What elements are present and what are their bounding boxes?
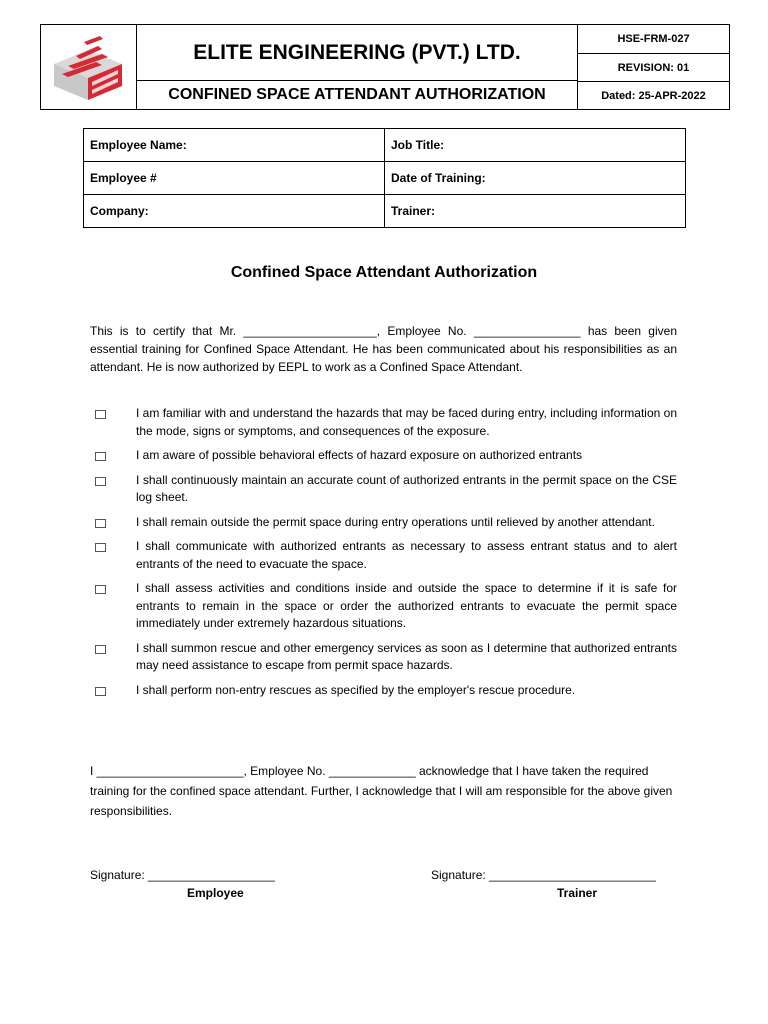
date-of-training-field[interactable]: Date of Training: — [385, 162, 686, 195]
checklist-item — [95, 472, 677, 507]
trainer-role-label: Trainer — [557, 886, 598, 900]
responsibility-checklist — [95, 405, 677, 706]
employee-number-field[interactable]: Employee # — [84, 162, 385, 195]
checkbox-icon[interactable] — [95, 519, 106, 528]
checkbox-icon[interactable] — [95, 687, 106, 696]
checklist-item-text: I shall assess activities and conditions inside and outside the space to determine if it is safe for entrants to remain in the space or order the authorized entrants to evacuate the permit space immediately under extremely hazardous situations. — [136, 581, 677, 630]
form-title: CONFINED SPACE ATTENDANT AUTHORIZATION — [168, 86, 546, 103]
trainer-signature-line[interactable]: Signature: _________________________ — [431, 868, 656, 882]
checklist-item-text: I shall remain outside the permit space during entry operations until relieved by another attendant. — [136, 514, 655, 529]
acknowledgement-paragraph: I ______________________, Employee No. _____________ acknowledge that I have taken the required training for the confined space attendant. Further, I acknowledge that I will am responsible for the above given responsibilities. — [90, 764, 673, 818]
employee-role-label: Employee — [187, 886, 244, 900]
checklist-item — [95, 640, 677, 675]
checkbox-icon[interactable] — [95, 645, 106, 654]
dated: Dated: 25-APR-2022 — [578, 81, 729, 109]
checkbox-icon[interactable] — [95, 410, 106, 419]
checklist-item-text: I am aware of possible behavioral effects of hazard exposure on authorized entrants — [136, 448, 583, 462]
employee-signature-line[interactable]: Signature: ___________________ — [90, 868, 275, 882]
checkbox-icon[interactable] — [95, 543, 106, 552]
company-field[interactable]: Company: — [84, 195, 385, 228]
employee-info-table — [83, 128, 686, 228]
employee-name-field[interactable]: Employee Name: — [84, 129, 385, 162]
employee-signature — [90, 868, 275, 900]
revision: REVISION: 01 — [578, 53, 729, 81]
form-header — [40, 24, 730, 110]
checklist-item-text: I shall summon rescue and other emergency services as soon as I determine that authorized entrants may need assistance to escape from permit space hazards. — [136, 640, 677, 672]
checklist-item — [95, 538, 677, 573]
trainer-field[interactable]: Trainer: — [385, 195, 686, 228]
checklist-item — [95, 514, 677, 532]
form-code: HSE-FRM-027 — [617, 33, 690, 45]
checklist-item-text: I shall communicate with authorized entrants as necessary to assess entrant status and to alert entrants of the need to evacuate the space. — [136, 539, 677, 571]
checklist-item — [95, 405, 677, 440]
title-block — [137, 25, 577, 109]
checklist-item-text: I shall perform non-entry rescues as specified by the employer's rescue procedure. — [136, 682, 576, 697]
checkbox-icon[interactable] — [95, 452, 106, 461]
certification-paragraph: This is to certify that Mr. ____________________, Employee No. ________________ has been given essential training for Confined Space Attendant. He has been communicated about his responsibilities as an attendant. He is now authorized by EEPL to work as a Confined Space Attendant. — [90, 324, 677, 374]
checklist-item-text: I shall continuously maintain an accurate count of authorized entrants in the permit space on the CSE log sheet. — [136, 472, 677, 504]
checkbox-icon[interactable] — [95, 477, 106, 486]
checkbox-icon[interactable] — [95, 585, 106, 594]
company-name: ELITE ENGINEERING (PVT.) LTD. — [137, 25, 577, 81]
trainer-signature — [431, 868, 656, 900]
section-heading: Confined Space Attendant Authorization — [230, 264, 538, 281]
checklist-item-text: I am familiar with and understand the hazards that may be faced during entry, including information on the mode, signs or symptoms, and consequences of the exposure. — [136, 406, 677, 438]
form-meta — [577, 25, 729, 109]
job-title-field[interactable]: Job Title: — [385, 129, 686, 162]
checklist-item — [95, 682, 677, 700]
checklist-item — [95, 447, 677, 465]
logo-icon — [48, 32, 130, 102]
checklist-item — [95, 580, 677, 633]
company-logo — [41, 25, 137, 109]
